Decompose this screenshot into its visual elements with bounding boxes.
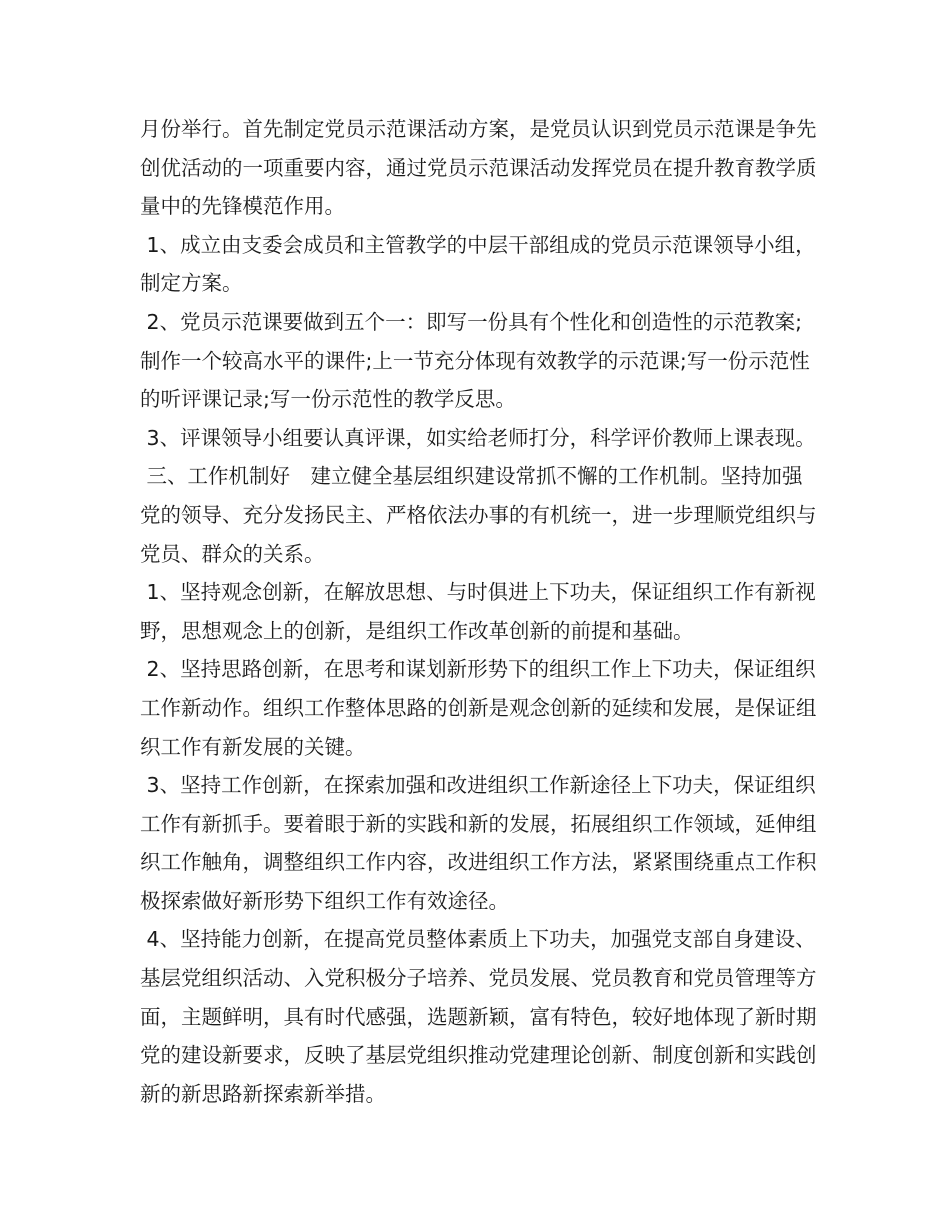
- document-body: [140, 110, 820, 1113]
- paragraph-8: 3、坚持工作创新，在探索加强和改进组织工作新途径上下功夫，保证组织工作有新抓手。要着眼于新的实践和新的发展，拓展组织工作领域，延伸组织工作触角，调整组织工作内容，改进组织工作方法，紧紧围绕重点工作积极探索做好新形势下组织工作有效途径。: [140, 773, 817, 913]
- paragraph-5: 三、工作机制好 建立健全基层组织建设常抓不懈的工作机制。坚持加强党的领导、充分发扬民主、严格依法办事的有机统一，进一步理顺党组织与党员、群众的关系。: [140, 464, 817, 566]
- paragraph-6: 1、坚持观念创新，在解放思想、与时俱进上下功夫，保证组织工作有新视野，思想观念上的创新，是组织工作改革创新的前提和基础。: [140, 580, 816, 643]
- paragraph-3: 2、党员示范课要做到五个一：即写一份具有个性化和创造性的示范教案;制作一个较高水平的课件;上一节充分体现有效教学的示范课;写一份示范性的听评课记录;写一份示范性的教学反思。: [140, 309, 810, 412]
- paragraph-1: 月份举行。首先制定党员示范课活动方案，是党员认识到党员示范课是争先创优活动的一项重要内容，通过党员示范课活动发挥党员在提升教育教学质量中的先锋模范作用。: [140, 117, 817, 219]
- paragraph-7: 2、坚持思路创新，在思考和谋划新形势下的组织工作上下功夫，保证组织工作新动作。组织工作整体思路的创新是观念创新的延续和发展，是保证组织工作有新发展的关键。: [140, 657, 817, 759]
- paragraph-9: 4、坚持能力创新，在提高党员整体素质上下功夫，加强党支部自身建设、基层党组织活动、入党积极分子培养、党员发展、党员教育和党员管理等方面，主题鲜明，具有时代感强，选题新颖，富有特色，较好地体现了新时期党的建设新要求，反映了基层党组织推动党建理论创新、制度创新和实践创新的新思路新探索新举措。: [140, 927, 817, 1106]
- paragraph-4: 3、评课领导小组要认真评课，如实给老师打分，科学评价教师上课表现。: [140, 425, 816, 450]
- paragraph-2: 1、成立由支委会成员和主管教学的中层干部组成的党员示范课领导小组，制定方案。: [140, 232, 816, 296]
